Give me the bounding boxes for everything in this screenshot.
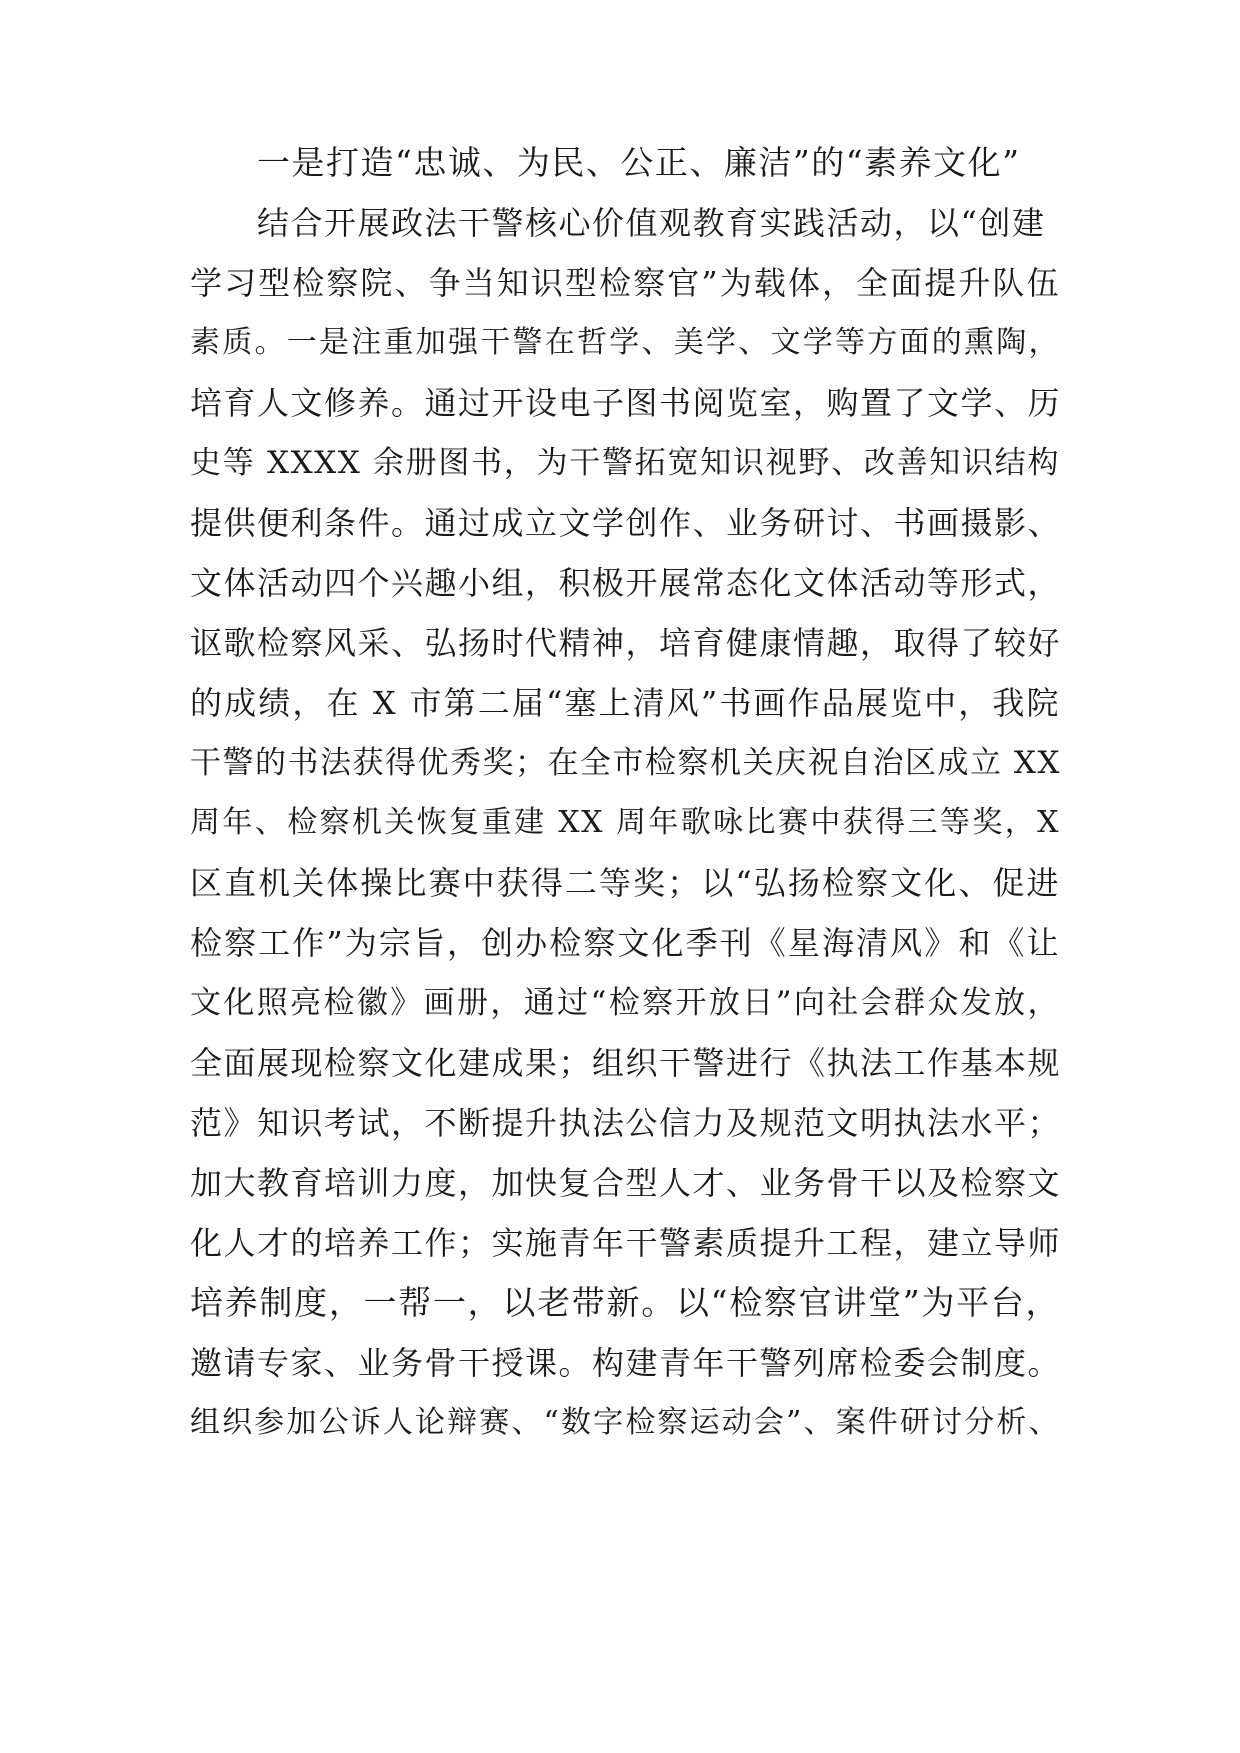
- paragraph-line: 干警的书法获得优秀奖；在全市检察机关庆祝自治区成立 XX: [190, 745, 1061, 781]
- paragraph-line: 检察工作”为宗旨，创办检察文化季刊《星海清风》和《让: [190, 924, 1060, 962]
- paragraph-line: 加大教育培训力度，加快复合型人才、业务骨干以及检察文: [190, 1164, 1062, 1202]
- paragraph-line: 结合开展政法干警核心价值观教育实践活动，以“创建: [257, 204, 1046, 242]
- paragraph-line: 培养制度，一帮一，以老带新。以“检察官讲堂”为平台，: [190, 1283, 1060, 1322]
- paragraph-line: 培育人文修养。通过开设电子图书阅览室，购置了文学、历: [190, 384, 1062, 422]
- paragraph-line: 邀请专家、业务骨干授课。构建青年干警列席检委会制度。: [190, 1344, 1062, 1382]
- paragraph-line: 学习型检察院、争当知识型检察官”为载体，全面提升队伍: [190, 264, 1060, 302]
- paragraph-line: 组织参加公诉人论辩赛、“数字检察运动会”、案件研讨分析、: [190, 1405, 1060, 1440]
- paragraph-line: 文体活动四个兴趣小组，积极开展常态化文体活动等形式，: [190, 564, 1062, 602]
- paragraph-line: 的成绩，在 X 市第二届“塞上清风”书画作品展览中，我院: [190, 684, 1060, 722]
- paragraph-line: 讴歌检察风采、弘扬时代精神，培育健康情趣，取得了较好: [190, 624, 1062, 662]
- paragraph-line: 区直机关体操比赛中获得二等奖；以“弘扬检察文化、促进: [190, 864, 1060, 902]
- paragraph-line: 周年、检察机关恢复重建 XX 周年歌咏比赛中获得三等奖，X: [190, 805, 1060, 840]
- paragraph-line: 化人才的培养工作；实施青年干警素质提升工程，建立导师: [190, 1224, 1062, 1262]
- paragraph-line: 提供便利条件。通过成立文学创作、业务研讨、书画摄影、: [190, 504, 1062, 542]
- paragraph-line: 素质。一是注重加强干警在哲学、美学、文学等方面的熏陶，: [190, 325, 1060, 360]
- paragraph-line: 文化照亮检徽》画册，通过“检察开放日”向社会群众发放，: [190, 985, 1060, 1021]
- paragraph-line: 范》知识考试，不断提升执法公信力及规范文明执法水平；: [190, 1104, 1062, 1142]
- paragraph-line: 史等 XXXX 余册图书，为干警拓宽知识视野、改善知识结构: [190, 445, 1060, 481]
- paragraph-line: 全面展现检察文化建成果；组织干警进行《执法工作基本规: [190, 1044, 1062, 1082]
- section-heading: 一是打造“忠诚、为民、公正、廉洁”的“素养文化”: [257, 143, 1021, 182]
